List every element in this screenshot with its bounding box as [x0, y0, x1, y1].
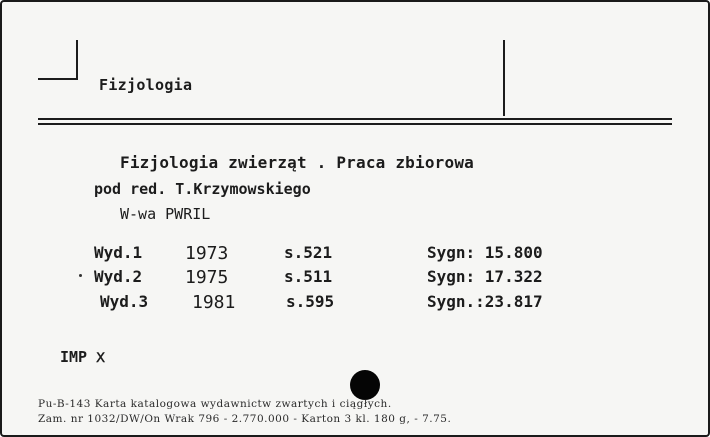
edition-signature: Sygn: 15.800: [427, 243, 543, 262]
edition-signature: Sygn: 17.322: [427, 267, 543, 286]
imp-stamp: [60, 348, 105, 366]
imp-label: IMP: [60, 348, 88, 366]
footer-line-2: Zam. nr 1032/DW/On Wrak 796 - 2.770.000 - Karton 3 kl. 180 g, - 7.75.: [38, 413, 452, 425]
card-heading: Fizjologia: [99, 76, 193, 94]
punch-hole: [350, 370, 380, 400]
book-editor: pod red. T.Krzymowskiego: [94, 180, 311, 198]
edition-pages: s.511: [284, 267, 333, 286]
edition-signature: Sygn.:23.817: [427, 292, 543, 311]
book-title: Fizjologia zwierząt . Praca zbiorowa: [120, 153, 474, 172]
edition-year: 1975: [185, 267, 229, 288]
heading-tab-vertical-line: [76, 40, 78, 78]
header-rule-bottom: [38, 123, 672, 125]
heading-tab-horizontal-line: [38, 78, 78, 80]
edition-pages: s.595: [286, 292, 335, 311]
edition-number: Wyd.3: [100, 292, 149, 311]
imp-mark: Ⅹ: [96, 351, 106, 366]
edition-number: Wyd.2: [94, 267, 143, 286]
header-right-vertical-line: [503, 40, 505, 116]
edition-number: Wyd.1: [94, 243, 143, 262]
header-rule-top: [38, 118, 672, 120]
book-publisher: W-wa PWRIL: [120, 205, 211, 223]
margin-dot-mark: [79, 274, 82, 277]
footer-line-1: Pu-B-143 Karta katalogowa wydawnictw zwartych i ciągłych.: [38, 398, 392, 410]
edition-pages: s.521: [284, 243, 333, 262]
edition-year: 1973: [185, 243, 229, 264]
edition-year: 1981: [192, 292, 236, 313]
